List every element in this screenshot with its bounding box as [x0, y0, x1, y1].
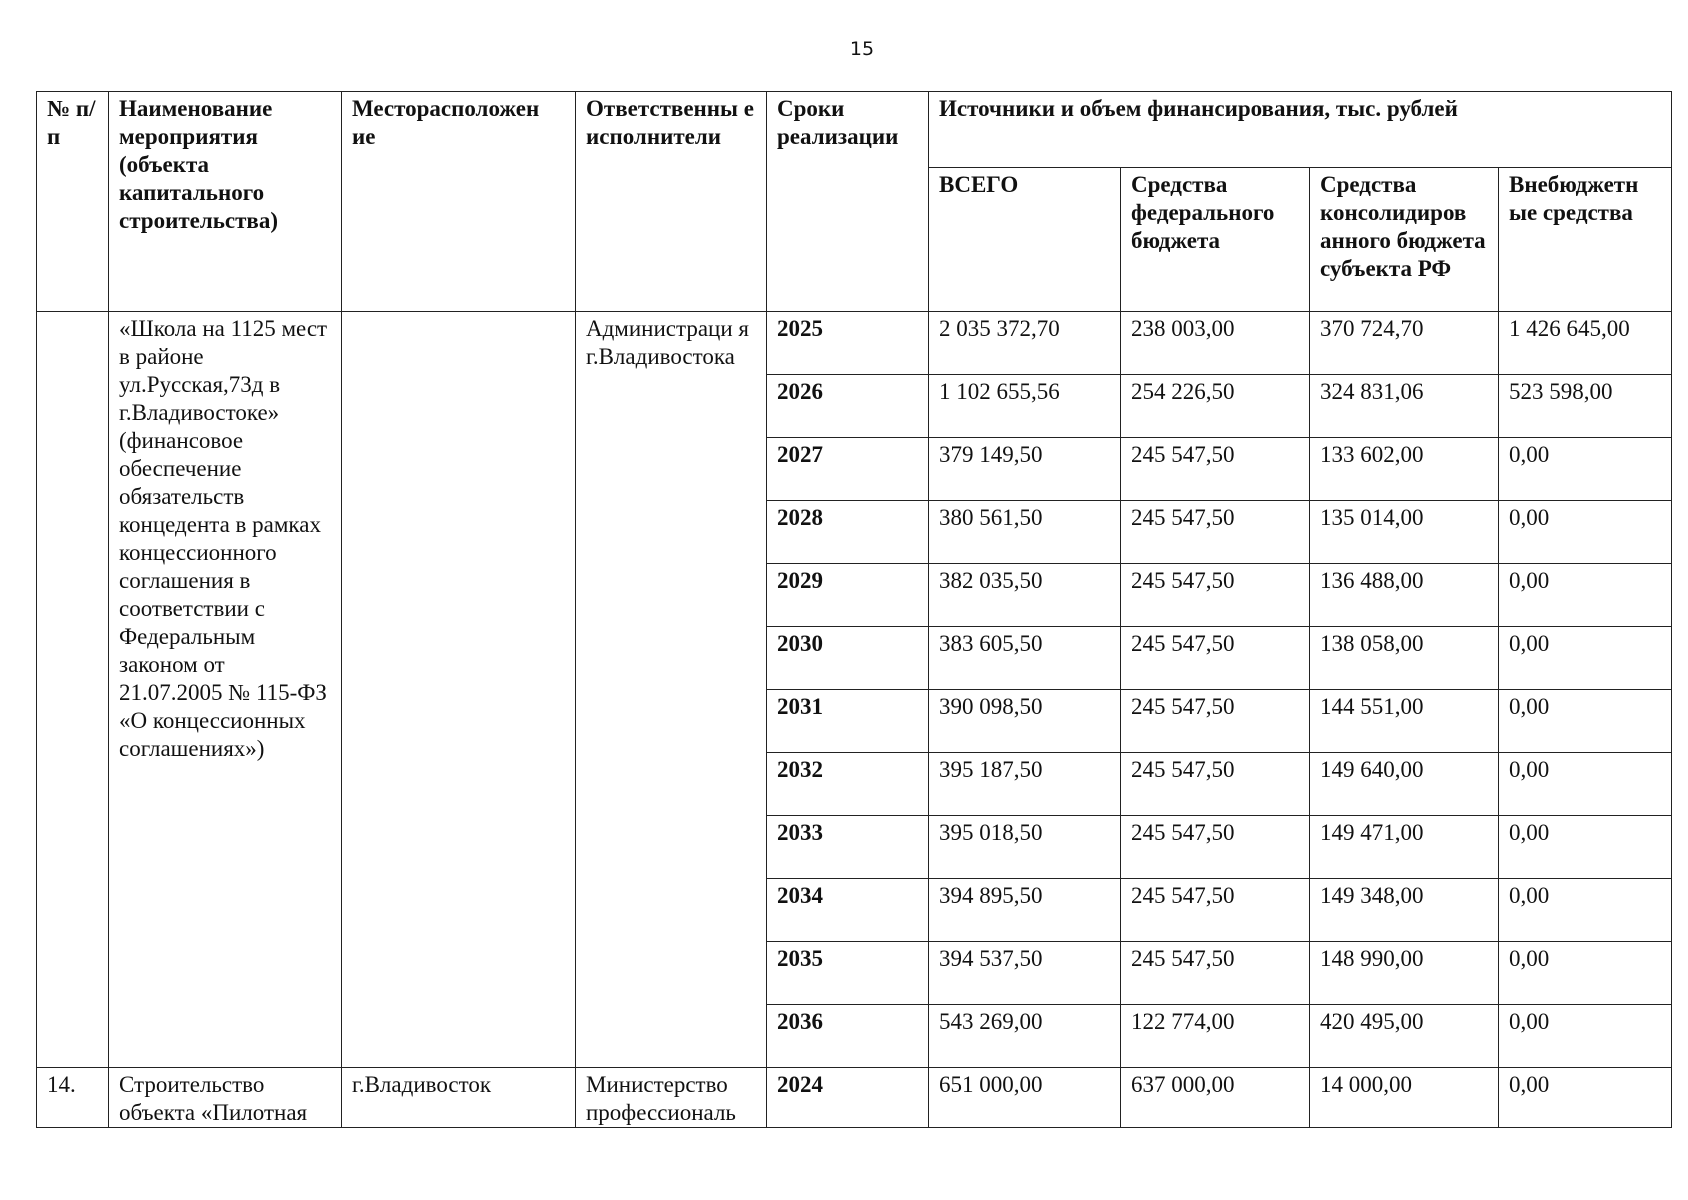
- cell-federal: 245 547,50: [1121, 438, 1310, 501]
- header-location: Месторасположен ие: [342, 92, 576, 312]
- cell-total: 383 605,50: [929, 627, 1121, 690]
- cell-consolidated: 420 495,00: [1310, 1005, 1499, 1068]
- cell-year: 2028: [767, 501, 929, 564]
- cell-federal: 245 547,50: [1121, 501, 1310, 564]
- cell-extra: 0,00: [1499, 1068, 1672, 1128]
- cell-total: 379 149,50: [929, 438, 1121, 501]
- cell-federal: 245 547,50: [1121, 879, 1310, 942]
- next-project-name: Строительство объекта «Пилотная: [109, 1068, 342, 1128]
- project-responsible: Администраци я г.Владивостока: [576, 312, 767, 1068]
- cell-total: 394 895,50: [929, 879, 1121, 942]
- cell-consolidated: 138 058,00: [1310, 627, 1499, 690]
- cell-consolidated: 135 014,00: [1310, 501, 1499, 564]
- page-number: 15: [849, 38, 875, 60]
- cell-federal: 254 226,50: [1121, 375, 1310, 438]
- cell-total: 395 018,50: [929, 816, 1121, 879]
- cell-extra: 0,00: [1499, 564, 1672, 627]
- header-responsible: Ответственны е исполнители: [576, 92, 767, 312]
- cell-extra: 0,00: [1499, 879, 1672, 942]
- cell-federal: 637 000,00: [1121, 1068, 1310, 1128]
- cell-federal: 245 547,50: [1121, 942, 1310, 1005]
- cell-federal: 245 547,50: [1121, 816, 1310, 879]
- next-project-num: 14.: [37, 1068, 109, 1128]
- cell-total: 395 187,50: [929, 753, 1121, 816]
- cell-year: 2035: [767, 942, 929, 1005]
- project-location: [342, 312, 576, 1068]
- cell-total: 390 098,50: [929, 690, 1121, 753]
- cell-year: 2032: [767, 753, 929, 816]
- cell-federal: 245 547,50: [1121, 690, 1310, 753]
- cell-extra: 0,00: [1499, 816, 1672, 879]
- cell-total: 380 561,50: [929, 501, 1121, 564]
- cell-consolidated: 149 640,00: [1310, 753, 1499, 816]
- cell-consolidated: 149 348,00: [1310, 879, 1499, 942]
- cell-consolidated: 133 602,00: [1310, 438, 1499, 501]
- project-name: «Школа на 1125 мест в районе ул.Русская,73д в г.Владивостоке» (финансовое обеспечение обязательств концедента в рамках концессионного соглашения в соответствии с Федеральным законом от 21.07.2005 № 115-ФЗ «О концессионных соглашениях»): [109, 312, 342, 1068]
- cell-total: 382 035,50: [929, 564, 1121, 627]
- cell-year: 2033: [767, 816, 929, 879]
- cell-extra: 0,00: [1499, 1005, 1672, 1068]
- header-federal: Средства федерального бюджета: [1121, 168, 1310, 312]
- cell-federal: 245 547,50: [1121, 753, 1310, 816]
- cell-extra: 0,00: [1499, 627, 1672, 690]
- cell-consolidated: 324 831,06: [1310, 375, 1499, 438]
- cell-year: 2024: [767, 1068, 929, 1128]
- cell-year: 2030: [767, 627, 929, 690]
- header-name: Наименование мероприятия (объекта капитального строительства): [109, 92, 342, 312]
- header-consolidated: Средства консолидиров анного бюджета субъекта РФ: [1310, 168, 1499, 312]
- cell-extra: 523 598,00: [1499, 375, 1672, 438]
- cell-total: 2 035 372,70: [929, 312, 1121, 375]
- cell-year: 2029: [767, 564, 929, 627]
- cell-total: 543 269,00: [929, 1005, 1121, 1068]
- financing-table: [36, 91, 1672, 1128]
- cell-consolidated: 144 551,00: [1310, 690, 1499, 753]
- cell-consolidated: 136 488,00: [1310, 564, 1499, 627]
- cell-federal: 245 547,50: [1121, 627, 1310, 690]
- cell-federal: 238 003,00: [1121, 312, 1310, 375]
- cell-total: 394 537,50: [929, 942, 1121, 1005]
- cell-consolidated: 148 990,00: [1310, 942, 1499, 1005]
- header-terms: Сроки реализации: [767, 92, 929, 312]
- cell-extra: 0,00: [1499, 501, 1672, 564]
- cell-total: 1 102 655,56: [929, 375, 1121, 438]
- cell-extra: 0,00: [1499, 753, 1672, 816]
- cell-year: 2036: [767, 1005, 929, 1068]
- table-row: [37, 312, 1672, 375]
- cell-extra: 0,00: [1499, 942, 1672, 1005]
- header-total: ВСЕГО: [929, 168, 1121, 312]
- next-project-responsible: Министерство профессиональ: [576, 1068, 767, 1128]
- next-project-location: г.Владивосток: [342, 1068, 576, 1128]
- cell-year: 2025: [767, 312, 929, 375]
- header-num: № п/п: [37, 92, 109, 312]
- project-num: [37, 312, 109, 1068]
- header-funding: Источники и объем финансирования, тыс. рублей: [929, 92, 1672, 168]
- cell-consolidated: 14 000,00: [1310, 1068, 1499, 1128]
- cell-extra: 0,00: [1499, 438, 1672, 501]
- header-extra: Внебюджетн ые средства: [1499, 168, 1672, 312]
- cell-consolidated: 370 724,70: [1310, 312, 1499, 375]
- cell-year: 2027: [767, 438, 929, 501]
- cell-consolidated: 149 471,00: [1310, 816, 1499, 879]
- cell-total: 651 000,00: [929, 1068, 1121, 1128]
- cell-extra: 0,00: [1499, 690, 1672, 753]
- cell-federal: 122 774,00: [1121, 1005, 1310, 1068]
- table-row: [37, 1068, 1672, 1128]
- cell-year: 2031: [767, 690, 929, 753]
- cell-federal: 245 547,50: [1121, 564, 1310, 627]
- cell-year: 2034: [767, 879, 929, 942]
- cell-extra: 1 426 645,00: [1499, 312, 1672, 375]
- cell-year: 2026: [767, 375, 929, 438]
